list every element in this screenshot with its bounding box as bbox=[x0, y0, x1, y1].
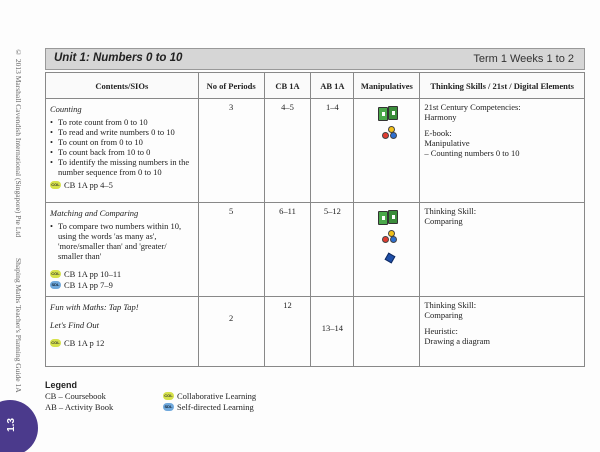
objective-item: • To identify the missing numbers in the number sequence from 0 to 10 bbox=[50, 157, 194, 177]
counters-icon bbox=[382, 126, 402, 142]
skill-line: Harmony bbox=[424, 112, 457, 122]
reference-text: CB 1A pp 10–11 bbox=[64, 269, 122, 279]
reference-text: CB 1A p 12 bbox=[64, 338, 105, 348]
contents-cell bbox=[46, 203, 199, 297]
periods-cell: 3 bbox=[198, 99, 264, 203]
ab-pages-cell: 1–4 bbox=[311, 99, 354, 203]
ab-pages-cell: 13–14 bbox=[311, 297, 354, 367]
contents-cell bbox=[46, 99, 199, 203]
thinking-skills-cell bbox=[420, 99, 585, 203]
skill-line: Comparing bbox=[424, 216, 463, 226]
cb-pages-cell: 4–5 bbox=[264, 99, 311, 203]
unit-title: Unit 1: Numbers 0 to 10 bbox=[54, 52, 183, 64]
page-number: 1.3 bbox=[6, 418, 17, 432]
table-row bbox=[46, 99, 585, 203]
col-manipulatives: Manipulatives bbox=[354, 73, 420, 99]
col-thinking-skills: Thinking Skills / 21st / Digital Elements bbox=[420, 73, 585, 99]
topic-title: Matching and Comparing bbox=[50, 208, 139, 218]
ab-pages-cell: 5–12 bbox=[311, 203, 354, 297]
objective-item: • To compare two numbers within 10, using the words 'as many as', 'more/smaller than' and 'greater/ smaller than' bbox=[50, 221, 194, 261]
legend-sdl: Self-directed Learning bbox=[177, 401, 254, 412]
planning-table bbox=[45, 72, 585, 367]
skill-line: Heuristic: bbox=[424, 326, 458, 336]
skill-line: – Counting numbers 0 to 10 bbox=[424, 148, 520, 158]
objectives-list bbox=[50, 221, 194, 261]
col-ab: AB 1A bbox=[311, 73, 354, 99]
periods-cell: 5 bbox=[198, 203, 264, 297]
legend-ab: AB – Activity Book bbox=[45, 401, 114, 412]
collaborative-learning-icon: COL bbox=[51, 340, 60, 345]
topic-title: Let's Find Out bbox=[50, 320, 100, 330]
cb-pages-cell: 6–11 bbox=[264, 203, 311, 297]
periods-cell: 2 bbox=[198, 297, 264, 367]
number-cards-icon bbox=[378, 106, 400, 122]
col-cb: CB 1A bbox=[264, 73, 311, 99]
reference-line bbox=[50, 180, 194, 190]
col-periods: No of Periods bbox=[198, 73, 264, 99]
legend bbox=[45, 380, 345, 412]
reference-line bbox=[50, 269, 194, 279]
connecting-cube-icon bbox=[385, 253, 396, 264]
skill-line: Drawing a diagram bbox=[424, 336, 490, 346]
skill-line: Thinking Skill: bbox=[424, 300, 477, 310]
cb-pages-cell: 12 bbox=[264, 297, 311, 367]
reference-line bbox=[50, 338, 194, 348]
reference-line bbox=[50, 280, 194, 290]
copyright-text: © 2013 Marshall Cavendish International (Singapore) Pte Ltd bbox=[14, 48, 23, 238]
unit-header bbox=[45, 48, 585, 70]
collaborative-learning-icon: COL bbox=[51, 271, 60, 276]
page-spine bbox=[10, 40, 32, 400]
self-directed-learning-icon: SDL bbox=[51, 282, 60, 287]
term-weeks: Term 1 Weeks 1 to 2 bbox=[473, 53, 574, 65]
objective-item: • To rote count from 0 to 10 bbox=[50, 117, 194, 127]
topic-title: Fun with Maths: Tap Tap! bbox=[50, 302, 139, 312]
manipulatives-cell bbox=[354, 99, 420, 203]
page-number-badge bbox=[0, 400, 38, 452]
reference-text: CB 1A pp 4–5 bbox=[64, 180, 113, 190]
col-contents: Contents/SIOs bbox=[46, 73, 199, 99]
contents-cell bbox=[46, 297, 199, 367]
thinking-skills-cell bbox=[420, 203, 585, 297]
table-row bbox=[46, 297, 585, 367]
legend-cb: CB – Coursebook bbox=[45, 391, 106, 401]
collaborative-learning-icon: COL bbox=[164, 393, 173, 399]
objectives-list bbox=[50, 117, 194, 177]
skill-line: Thinking Skill: bbox=[424, 206, 477, 216]
skill-line: E-book: bbox=[424, 128, 452, 138]
objective-item: • To count on from 0 to 10 bbox=[50, 137, 194, 147]
skill-line: 21st Century Competencies: bbox=[424, 102, 521, 112]
topic-title: Counting bbox=[50, 104, 82, 114]
skill-line: Manipulative bbox=[424, 138, 470, 148]
manipulatives-cell bbox=[354, 297, 420, 367]
self-directed-learning-icon: SDL bbox=[164, 403, 173, 409]
legend-col: Collaborative Learning bbox=[177, 391, 257, 401]
manipulatives-cell bbox=[354, 203, 420, 297]
objective-item: • To read and write numbers 0 to 10 bbox=[50, 127, 194, 137]
table-row bbox=[46, 203, 585, 297]
reference-text: CB 1A pp 7–9 bbox=[64, 280, 113, 290]
thinking-skills-cell bbox=[420, 297, 585, 367]
objective-item: • To count back from 10 to 0 bbox=[50, 147, 194, 157]
counters-icon bbox=[382, 230, 402, 246]
skill-line: Comparing bbox=[424, 310, 463, 320]
collaborative-learning-icon: COL bbox=[51, 182, 60, 187]
guide-title: Shaping Maths Teacher's Planning Guide 1A bbox=[14, 258, 23, 393]
number-cards-icon bbox=[378, 210, 400, 226]
table-header-row bbox=[46, 73, 585, 99]
legend-title: Legend bbox=[45, 380, 78, 390]
